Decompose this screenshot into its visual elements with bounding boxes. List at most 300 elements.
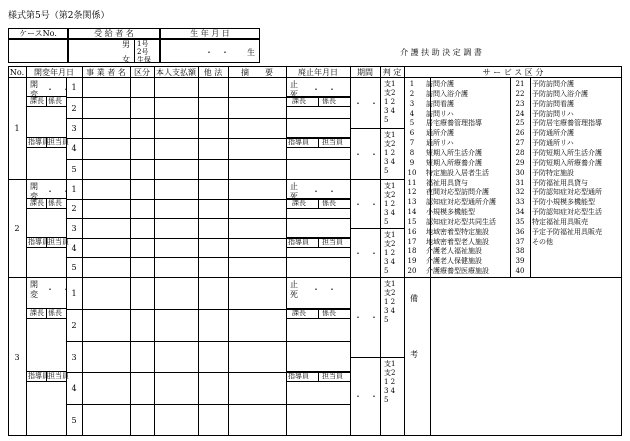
group-2-row-3-cell[interactable] (287, 219, 349, 237)
decision-care34-1-1: 3 4 (384, 158, 396, 166)
group-2-row-1-cell[interactable] (131, 180, 153, 198)
service-37-name: その他 (532, 237, 553, 246)
form-number-title: 様式第5号（第2条関係） (8, 11, 110, 21)
welfare-label: 生保 (137, 56, 151, 64)
service-num-13: 13 (407, 198, 417, 207)
decision-care5-1-1: 5 (384, 167, 389, 175)
service-12-name: 夜間対応型訪問介護 (426, 188, 489, 197)
service-num-7: 7 (409, 139, 415, 148)
group-3-subrow-2: 2 (71, 320, 77, 330)
abolish-date-dots-2: ・ ・ (312, 187, 336, 196)
category-header: 区分 (134, 68, 150, 77)
service-num-17: 17 (407, 237, 417, 246)
supervisor-label-3: 指導員 (28, 372, 49, 381)
service-4-name: 訪問リハ (426, 109, 454, 118)
approval-line (286, 247, 350, 248)
remarks-line (430, 277, 431, 436)
approval-line (26, 147, 66, 148)
group-3-row-2-cell[interactable] (199, 310, 227, 340)
service-num-14: 14 (407, 208, 417, 217)
approval-divider (318, 371, 319, 381)
death-label-3: 死 (290, 290, 298, 299)
decision-care12-1-0: 1 2 (384, 98, 396, 106)
service-num-28: 28 (515, 148, 525, 157)
group-1-row-1-cell[interactable] (229, 78, 285, 96)
summary-header: 摘 要 (241, 68, 273, 77)
service-num-34: 34 (515, 208, 525, 217)
period-dots-a-1: ・ ・ (354, 98, 378, 108)
service-num-1: 1 (409, 80, 415, 88)
service-num-29: 29 (515, 158, 525, 167)
service-num-21: 21 (515, 80, 525, 88)
service-category-header: サ ー ビ ス 区 分 (482, 68, 544, 77)
group-1-row-3-cell[interactable] (229, 119, 285, 137)
group-1-subrow-3: 3 (71, 124, 77, 133)
group-number-3: 3 (14, 352, 20, 362)
group-2-subrow-1: 1 (71, 184, 77, 194)
service-9-name: 短期入所療養介護 (426, 158, 482, 167)
service-num-25: 25 (515, 119, 525, 128)
approval-divider (46, 308, 47, 318)
service-11-name: 福祉用具貸与 (426, 178, 468, 187)
group-1-row-3-cell[interactable] (287, 119, 349, 137)
change-label-1: 変 (30, 90, 38, 99)
group-2-row-4-cell[interactable] (131, 239, 153, 257)
group-1-row-3-cell[interactable] (131, 119, 153, 137)
group-2-row-5-cell[interactable] (83, 258, 129, 276)
group-3-row-2-cell[interactable] (229, 310, 285, 340)
decision-care5-1-0: 5 (384, 116, 389, 124)
group-1-row-3-cell[interactable] (83, 119, 129, 137)
service-num-20: 20 (407, 267, 417, 276)
service-14-name: 小規模多機能型 (426, 208, 475, 217)
chief-label-1: 係長 (48, 97, 62, 106)
group-2-row-3-cell[interactable] (229, 219, 285, 237)
open-date-dots-1: ・ ・ (46, 85, 70, 94)
group-2-row-5-cell[interactable] (199, 258, 227, 276)
group-1-row-1-cell[interactable] (199, 78, 227, 96)
death-label-1: 死 (290, 90, 298, 99)
service-num-24: 24 (515, 109, 525, 118)
change-label-3: 変 (30, 290, 38, 299)
service-35-name: 特定福祉用具販売 (532, 217, 588, 226)
service-num-10: 10 (407, 168, 417, 177)
service-num-32: 32 (515, 188, 525, 197)
service-19-name: 介護老人保健施設 (426, 257, 482, 266)
service-num-38: 38 (515, 247, 525, 256)
service-num-30: 30 (515, 168, 525, 177)
group-2-row-3-cell[interactable] (155, 219, 197, 237)
group-1-subrow-5: 5 (71, 164, 77, 174)
chief-label-3: 係長 (48, 308, 62, 317)
stop-label-2: 止 (290, 182, 298, 191)
group-3-row-1-cell[interactable] (199, 278, 227, 308)
group-1-row-2-cell[interactable] (155, 98, 197, 116)
decision-care12-3-1: 1 2 (384, 377, 396, 386)
approval-line (286, 381, 350, 382)
abolish-supervisor-1: 指導員 (288, 138, 309, 147)
group-3-row-3-cell[interactable] (199, 342, 227, 372)
service-15-name: 認知症対応型共同生活 (426, 217, 496, 226)
group-1-row-4-cell[interactable] (155, 139, 197, 157)
service-num-31: 31 (515, 178, 525, 187)
stop-label-1: 止 (290, 80, 298, 89)
service-num-12: 12 (407, 188, 417, 197)
group-2-subrow-4: 4 (71, 243, 77, 253)
service-num-37: 37 (515, 237, 525, 246)
officer-label-1: 担当員 (48, 138, 69, 147)
service-num-11: 11 (407, 178, 417, 187)
group-1-row-2-cell[interactable] (199, 98, 227, 116)
group-3-row-3-cell[interactable] (131, 342, 153, 372)
service-num-8: 8 (409, 148, 415, 157)
abolish-date-header: 廃止年月日 (298, 68, 338, 77)
service-6-name: 通所介護 (426, 129, 454, 138)
group-1-row-5-cell[interactable] (131, 160, 153, 178)
group-1-row-2-cell[interactable] (83, 98, 129, 116)
approval-divider (318, 308, 319, 318)
service-29-name: 予防短期入所療養介護 (532, 158, 602, 167)
provider-header: 事 業 者 名 (86, 68, 126, 77)
group-3-row-4-cell[interactable] (155, 373, 197, 403)
abolish-supervisor-2: 指導員 (288, 237, 309, 246)
group-number-1: 1 (14, 124, 20, 133)
approval-divider (318, 96, 319, 106)
group-3-row-3-cell[interactable] (83, 342, 129, 372)
change-label-2: 変 (30, 192, 38, 201)
decision-support2-3-1: 支2 (384, 368, 396, 377)
section-chief-label-3: 課長 (30, 308, 44, 317)
approval-line (26, 106, 66, 107)
column-line (350, 66, 351, 436)
service-25-name: 予防居宅療養管理指導 (532, 119, 602, 128)
service-21-name: 予防訪問介護 (532, 80, 574, 88)
abolish-date-dots-3: ・ ・ (312, 285, 336, 294)
decision-care5-2-1: 5 (384, 267, 389, 275)
abolish-section-chief-2: 課長 (292, 198, 306, 207)
service-list-bottom-line (404, 277, 622, 278)
group-3-row-2-cell[interactable] (131, 310, 153, 340)
gender-male-label: 男 (122, 40, 130, 49)
case-no-value-cell[interactable] (8, 39, 68, 63)
group-2-row-1-cell[interactable] (199, 180, 227, 198)
group-1-row-5-cell[interactable] (155, 160, 197, 178)
group-2-row-3-cell[interactable] (131, 219, 153, 237)
section-chief-label-1: 課長 (30, 97, 44, 106)
group-1-subrow-2: 2 (71, 103, 77, 113)
group-1-row-2-cell[interactable] (229, 98, 285, 116)
decision-care34-3-1: 3 4 (384, 386, 396, 395)
group-3-row-1-cell[interactable] (229, 278, 285, 308)
abolish-supervisor-3: 指導員 (288, 372, 309, 381)
service-num-39: 39 (515, 257, 525, 266)
remarks-label-2: 考 (410, 350, 418, 359)
approval-divider (46, 198, 47, 208)
approval-line (286, 318, 350, 319)
approval-divider (318, 198, 319, 208)
remarks-field[interactable] (432, 279, 620, 434)
group-2-row-4-cell[interactable] (155, 239, 197, 257)
period-dots-a-2: ・ ・ (354, 199, 378, 209)
decision-header: 判 定 (382, 68, 402, 77)
decision-support1-1-0: 支1 (384, 80, 396, 88)
period-dots-b-2: ・ ・ (354, 248, 378, 258)
group-2-subrow-2: 2 (71, 204, 77, 214)
group-3-row-2-cell[interactable] (155, 310, 197, 340)
period-half-line (350, 228, 404, 229)
service-33-name: 予防小規模多機能型 (532, 198, 595, 207)
group-3-row-5-cell[interactable] (83, 405, 129, 435)
decision-care34-3-0: 3 4 (384, 307, 396, 315)
group-3-row-1-cell[interactable] (83, 278, 129, 308)
service-num-9: 9 (409, 158, 415, 167)
group-2-row-2-cell[interactable] (155, 200, 197, 218)
service-22-name: 予防訪問入浴介護 (532, 89, 588, 98)
service-num-40: 40 (515, 267, 525, 276)
service-34-name: 予防認知症対応型生活 (532, 208, 602, 217)
group-2-row-2-cell[interactable] (199, 200, 227, 218)
group-2-subrow-3: 3 (71, 224, 77, 233)
group-3-row-5-cell[interactable] (155, 405, 197, 435)
gender-female-label: 女 (122, 55, 130, 64)
decision-care12-3-0: 1 2 (384, 298, 396, 306)
group-2-row-4-cell[interactable] (229, 239, 285, 257)
approval-divider (46, 96, 47, 106)
group-2-row-3-cell[interactable] (83, 219, 129, 237)
group-2-row-4-cell[interactable] (199, 239, 227, 257)
service-num-19: 19 (407, 257, 417, 266)
period-half-line (350, 357, 404, 358)
abolish-chief-3: 係長 (322, 308, 336, 317)
case-no-label: ケースNo. (19, 29, 57, 38)
service-num-36: 36 (515, 227, 525, 236)
officer-label-2: 担当員 (48, 237, 69, 246)
column-line (380, 66, 381, 436)
service-num-6: 6 (409, 129, 415, 138)
group-3-row-2-cell[interactable] (83, 310, 129, 340)
group-3-subrow-5: 5 (71, 416, 77, 426)
group-2-row-5-cell[interactable] (155, 258, 197, 276)
service-3-name: 訪問看護 (426, 99, 454, 108)
decision-care34-1-0: 3 4 (384, 107, 396, 115)
group-2-row-5-cell[interactable] (229, 258, 285, 276)
service-num-line (530, 77, 531, 277)
decision-care12-2-0: 1 2 (384, 200, 396, 208)
group-1-row-4-cell[interactable] (199, 139, 227, 157)
approval-line (286, 106, 350, 107)
abolish-chief-1: 係長 (322, 97, 336, 106)
no-header: No. (9, 68, 25, 77)
service-num-22: 22 (515, 89, 525, 98)
service-8-name: 短期入所生活介護 (426, 148, 482, 157)
decision-care5-2-0: 5 (384, 218, 389, 226)
recipient-name-label: 受 給 者 名 (94, 29, 134, 38)
group-2-row-4-cell[interactable] (83, 239, 129, 257)
service-num-line (510, 77, 511, 277)
group-3-row-5-cell[interactable] (199, 405, 227, 435)
decision-care12-1-1: 1 2 (384, 149, 396, 157)
group-1-row-5-cell[interactable] (287, 160, 349, 178)
period-dots-b-3: ・ ・ (354, 392, 378, 402)
group-1-row-1-cell[interactable] (155, 78, 197, 96)
group-1-row-2-cell[interactable] (131, 98, 153, 116)
service-31-name: 予防福祉用具貸与 (532, 178, 588, 187)
service-num-33: 33 (515, 198, 525, 207)
approval-line (26, 318, 66, 319)
group-2-row-2-cell[interactable] (229, 200, 285, 218)
service-num-line (430, 77, 431, 277)
group-1-row-3-cell[interactable] (199, 119, 227, 137)
decision-care34-2-1: 3 4 (384, 258, 396, 266)
decision-support2-2-0: 支2 (384, 191, 396, 199)
group-3-row-4-cell[interactable] (229, 373, 285, 403)
service-num-3: 3 (409, 99, 415, 108)
decision-care5-3-0: 5 (384, 316, 389, 324)
insured-type-2-label: 2号 (137, 48, 149, 56)
decision-support1-3-1: 支1 (384, 359, 396, 368)
group-2-row-1-cell[interactable] (155, 180, 197, 198)
approval-line (286, 147, 350, 148)
service-1-name: 訪問介護 (426, 80, 454, 88)
decision-support1-3-0: 支1 (384, 280, 396, 288)
group-1-subrow-1: 1 (71, 83, 77, 93)
service-num-23: 23 (515, 99, 525, 108)
change-date-header: 開変年月日 (34, 68, 74, 77)
service-num-27: 27 (515, 139, 525, 148)
death-label-2: 死 (290, 192, 298, 201)
decision-support2-1-0: 支2 (384, 89, 396, 97)
open-label-3: 開 (30, 280, 38, 289)
insured-type-1-label: 1号 (137, 40, 149, 48)
decision-support2-1-1: 支2 (384, 140, 396, 148)
group-2-subrow-5: 5 (71, 263, 77, 273)
group-1-row-5-cell[interactable] (83, 160, 129, 178)
group-1-row-4-cell[interactable] (229, 139, 285, 157)
decision-support1-2-0: 支1 (384, 182, 396, 190)
self-pay-header: 本人支払額 (156, 68, 196, 77)
service-num-4: 4 (409, 109, 415, 118)
group-1-row-4-cell[interactable] (131, 139, 153, 157)
service-num-15: 15 (407, 217, 417, 226)
decision-support2-2-1: 支2 (384, 240, 396, 248)
service-20-name: 介護療養型医療施設 (426, 267, 489, 276)
supervisor-label-2: 指導員 (28, 237, 49, 246)
group-3-row-3-cell[interactable] (287, 342, 349, 372)
approval-line (286, 208, 350, 209)
decision-care12-2-1: 1 2 (384, 249, 396, 257)
service-28-name: 予防短期入所生活介護 (532, 148, 602, 157)
group-3-row-4-cell[interactable] (199, 373, 227, 403)
approval-line (26, 247, 66, 248)
service-num-26: 26 (515, 129, 525, 138)
abolish-officer-2: 担当員 (322, 237, 343, 246)
group-3-row-1-cell[interactable] (131, 278, 153, 308)
service-18-name: 介護老人福祉施設 (426, 247, 482, 256)
abolish-section-chief-1: 課長 (292, 97, 306, 106)
chief-label-2: 係長 (48, 198, 62, 207)
document-title: 介 護 扶 助 決 定 調 書 (400, 48, 482, 57)
service-36-name: 予定予防福祉用具販売 (532, 227, 602, 236)
approval-line (26, 381, 66, 382)
period-half-line (350, 128, 404, 129)
service-26-name: 予防通所介護 (532, 129, 574, 138)
group-1-subrow-4: 4 (71, 144, 77, 154)
decision-care34-2-0: 3 4 (384, 209, 396, 217)
service-5-name: 居宅療養管理指導 (426, 119, 482, 128)
open-date-dots-3: ・ ・ (46, 285, 70, 294)
approval-line (26, 208, 66, 209)
supervisor-label-1: 指導員 (28, 138, 49, 147)
group-2-row-1-cell[interactable] (83, 180, 129, 198)
service-24-name: 予防訪問リハ (532, 109, 574, 118)
service-23-name: 予防訪問看護 (532, 99, 574, 108)
officer-label-3: 担当員 (48, 372, 69, 381)
service-13-name: 認知症対応型通所介護 (426, 198, 496, 207)
group-3-row-1-cell[interactable] (155, 278, 197, 308)
group-3-row-3-cell[interactable] (229, 342, 285, 372)
abolish-officer-3: 担当員 (322, 372, 343, 381)
period-header: 期間 (357, 68, 373, 77)
group-2-row-5-cell[interactable] (287, 258, 349, 276)
group-3-row-5-cell[interactable] (287, 405, 349, 435)
group-3-row-5-cell[interactable] (229, 405, 285, 435)
group-3-subrow-4: 4 (71, 384, 77, 394)
abolish-officer-1: 担当員 (322, 138, 343, 147)
approval-divider (318, 237, 319, 247)
group-3-row-5-cell[interactable] (131, 405, 153, 435)
period-dots-a-3: ・ ・ (354, 312, 378, 322)
decision-support1-1-1: 支1 (384, 131, 396, 139)
open-label-2: 開 (30, 182, 38, 191)
group-3-row-3-cell[interactable] (155, 342, 197, 372)
open-date-dots-2: ・ ・ (46, 187, 70, 196)
other-law-header: 他 法 (203, 68, 223, 77)
approval-divider (318, 137, 319, 147)
abolish-section-chief-3: 課長 (292, 308, 306, 317)
group-number-2: 2 (14, 224, 20, 233)
service-10-name: 特定施設入居者生活 (426, 168, 489, 177)
group-3-subrow-1: 1 (71, 288, 77, 298)
group-2-row-3-cell[interactable] (199, 219, 227, 237)
group-2-row-2-cell[interactable] (131, 200, 153, 218)
service-2-name: 訪問入浴介護 (426, 89, 468, 98)
service-num-18: 18 (407, 247, 417, 256)
group-3-subrow-3: 3 (71, 352, 77, 362)
group-1-row-1-cell[interactable] (131, 78, 153, 96)
service-num-16: 16 (407, 227, 417, 236)
group-2-row-5-cell[interactable] (131, 258, 153, 276)
service-32-name: 予防認知症対応型通所 (532, 188, 602, 197)
service-num-2: 2 (409, 89, 415, 98)
born-label: 生 (247, 48, 255, 57)
group-3-row-4-cell[interactable] (131, 373, 153, 403)
group-1-row-3-cell[interactable] (155, 119, 197, 137)
group-2-row-1-cell[interactable] (229, 180, 285, 198)
group-1-row-5-cell[interactable] (199, 160, 227, 178)
group-3-row-4-cell[interactable] (83, 373, 129, 403)
group-1-row-4-cell[interactable] (83, 139, 129, 157)
group-1-row-5-cell[interactable] (229, 160, 285, 178)
service-num-5: 5 (409, 119, 415, 128)
group-2-row-2-cell[interactable] (83, 200, 129, 218)
period-dots-b-1: ・ ・ (354, 149, 378, 159)
decision-support2-3-0: 支2 (384, 289, 396, 297)
remarks-label-1: 備 (410, 294, 418, 303)
service-17-name: 地域密着型老人施設 (426, 237, 489, 246)
birth-date-label: 生 年 月 日 (190, 29, 230, 38)
section-chief-label-2: 課長 (30, 198, 44, 207)
group-1-row-1-cell[interactable] (83, 78, 129, 96)
